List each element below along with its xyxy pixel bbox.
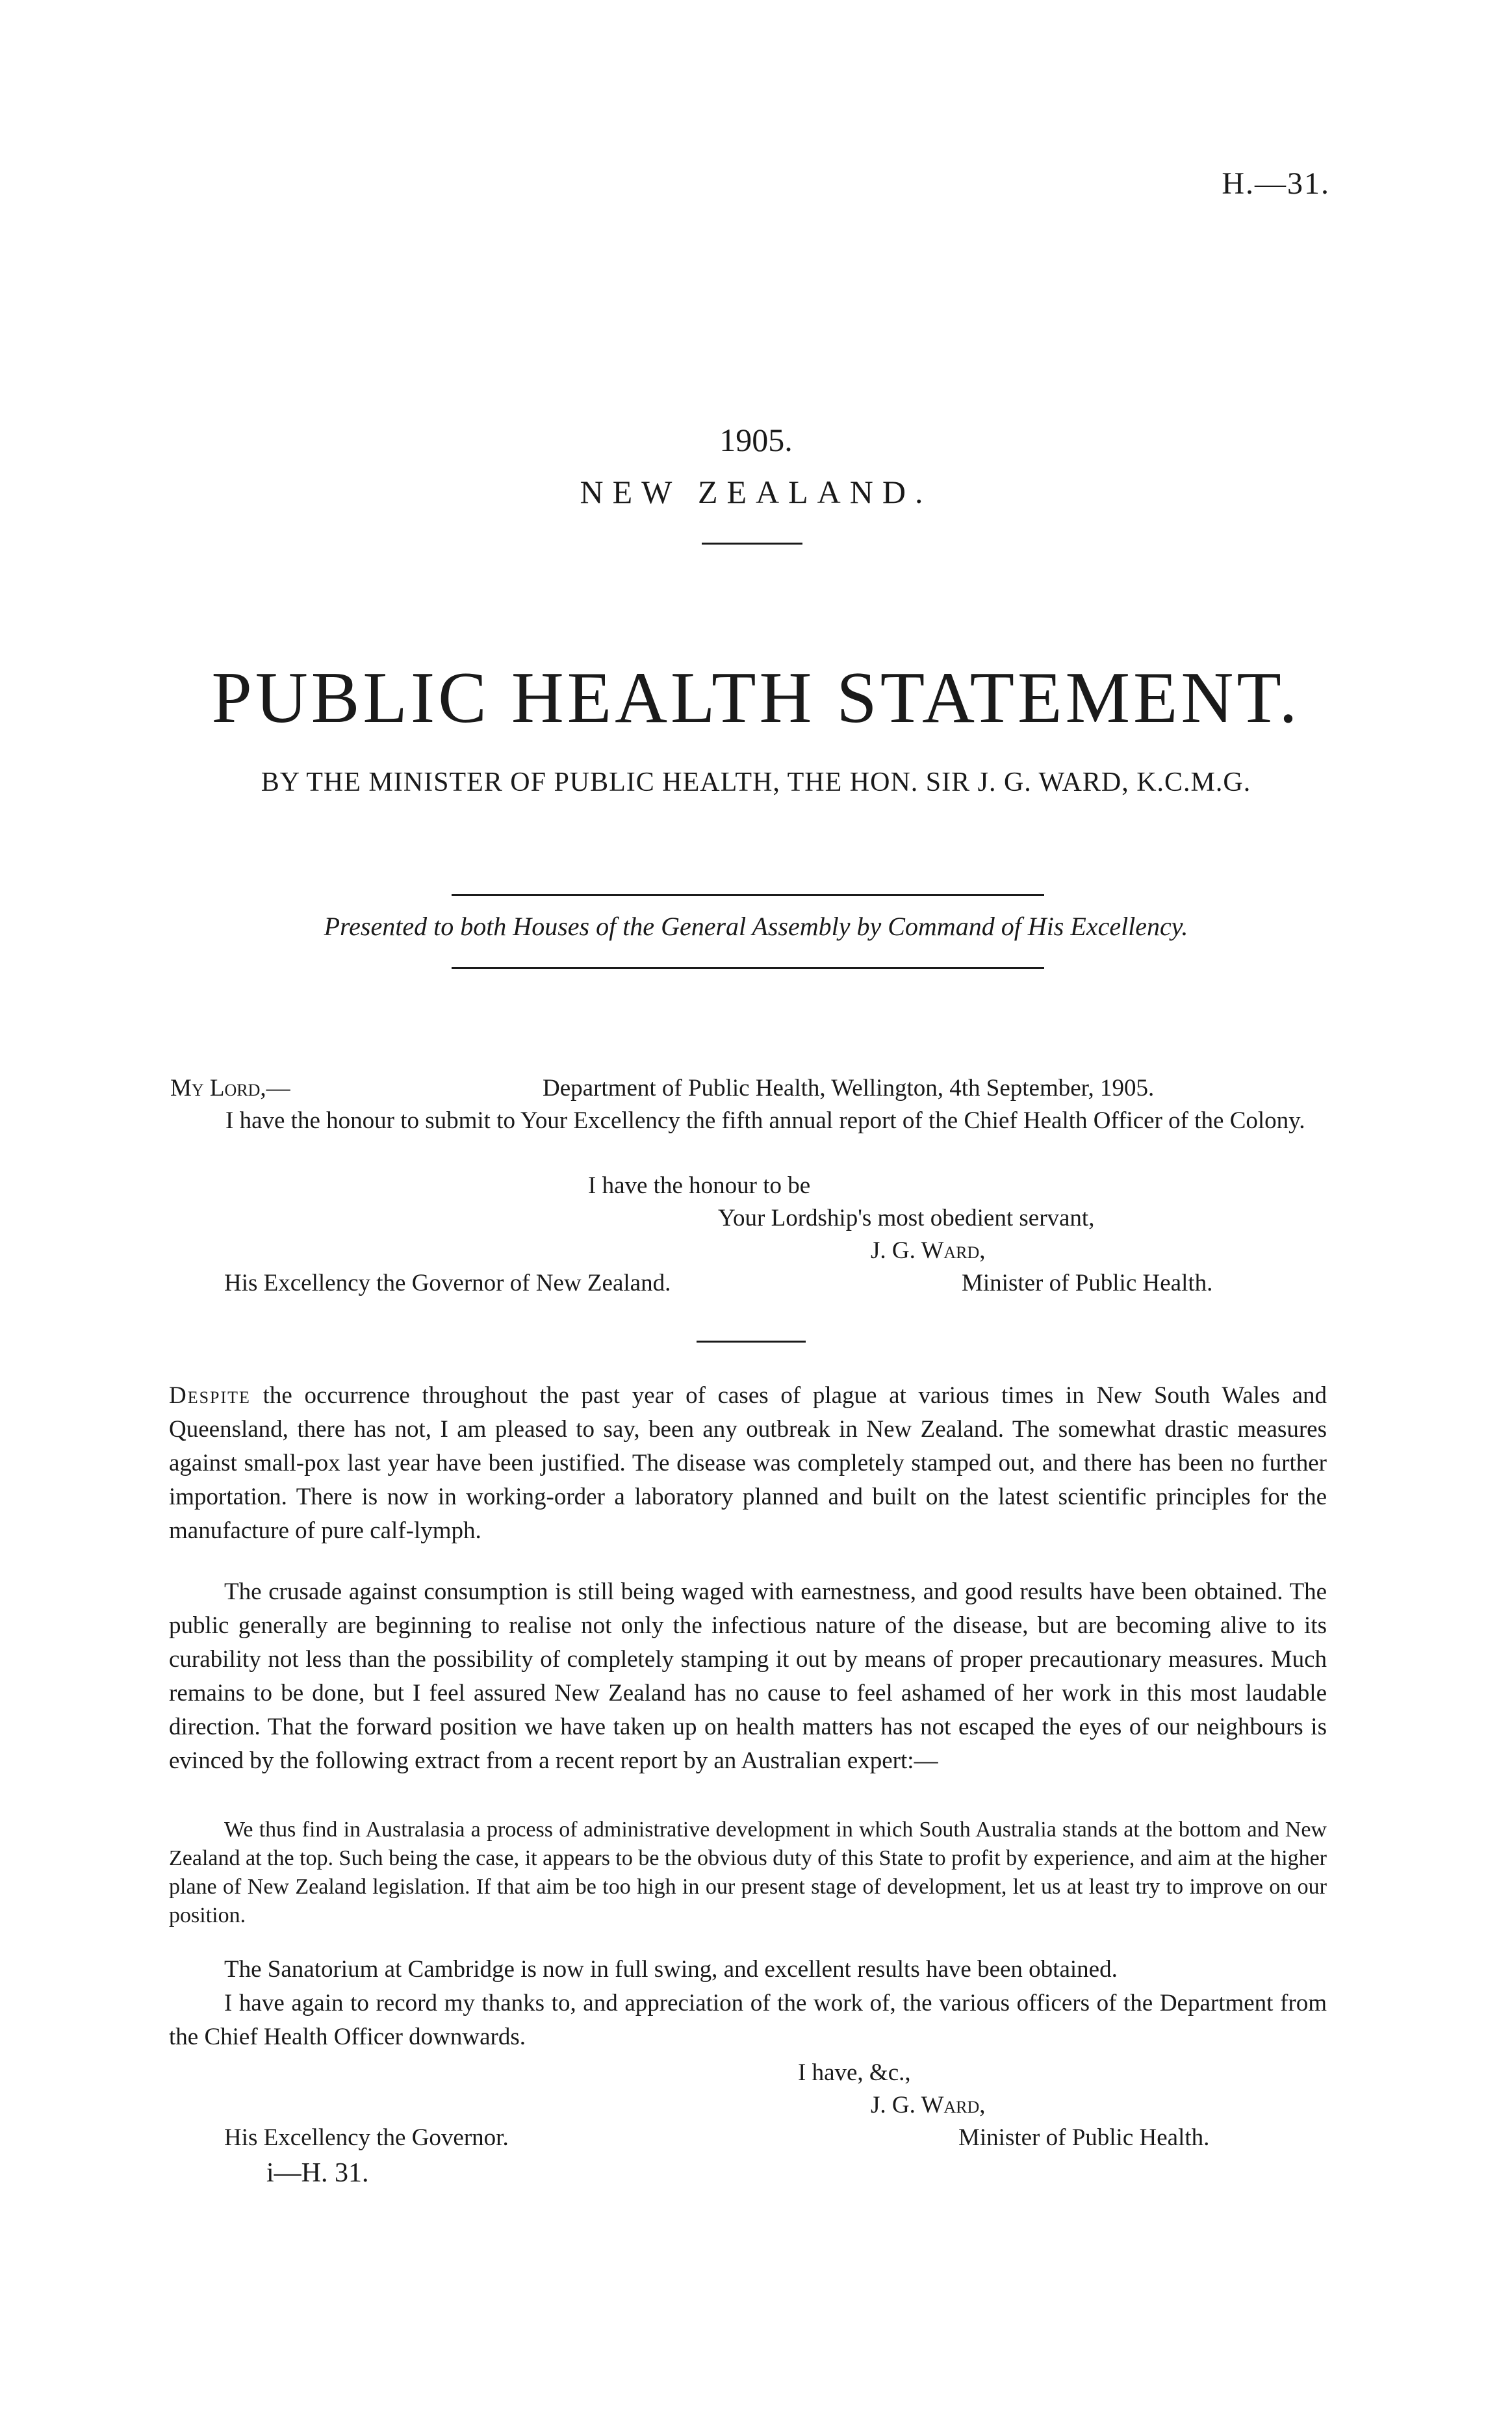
statement-closing: I have, &c., bbox=[798, 2059, 911, 2086]
statement-paragraph-3: The Sanatorium at Cambridge is now in full swing, and excellent results have been obtained. bbox=[224, 1956, 1118, 1983]
salutation: My Lord,— bbox=[170, 1075, 290, 1101]
quoted-extract: We thus find in Australasia a process of administrative development in which South Australia stands at the bottom and New Zealand at the top. Such being the case, it appears to be the obvious duty of this State to profit by experience, and aim at the higher plane of New Zealand legislation. If that aim be too high in our present stage of development, let us at least try to improve on our position. bbox=[169, 1818, 1327, 1927]
statement-paragraph-2: The crusade against consumption is still being waged with earnestness, and good results have been obtained. The public generally are beginning to realise not only the infectious nature of the disease, but are becoming alive to its curability not less than the possibility of completely stamping it out by means of proper precautionary measures. Much remains to be done, but I feel assured New Zealand has no cause to feel ashamed of her work in this most laudable direction. That the forward position we have taken up on health matters has not escaped the eyes of our neighbours is evinced by the following extract from a recent report by an Australian expert:— bbox=[169, 1578, 1327, 1774]
year: 1905. bbox=[719, 422, 793, 458]
divider-top bbox=[452, 894, 1044, 896]
divider-letter bbox=[697, 1341, 806, 1343]
document-title: PUBLIC HEALTH STATEMENT. bbox=[211, 658, 1301, 738]
letter-closing-2: Your Lordship's most obedient servant, bbox=[718, 1205, 1095, 1231]
paragraph-1-text: the occurrence throughout the past year of cases of plague at various times in New South Wales and Queensland, there has not, I am pleased to say, been any outbreak in New Zealand. The somewhat drastic measures against small-pox last year have been justified. The disease was completely stamped out, and there has been no further importation. There is now in working-order a laboratory planned and built on the latest scientific principles for the manufacture of pure calf-lymph. bbox=[169, 1382, 1327, 1544]
divider-bottom bbox=[452, 967, 1044, 969]
statement-signature: J. G. Ward, bbox=[871, 2092, 986, 2118]
statement-addressee: His Excellency the Governor. bbox=[224, 2124, 509, 2151]
presented-note: Presented to both Houses of the General Assembly by Command of His Excellency. bbox=[324, 912, 1188, 941]
sheet-reference: i—H. 31. bbox=[266, 2158, 369, 2188]
statement-signature-title: Minister of Public Health. bbox=[958, 2124, 1210, 2151]
page-reference: H.—31. bbox=[1222, 166, 1330, 201]
letter-addressee: His Excellency the Governor of New Zealand. bbox=[224, 1270, 671, 1296]
divider-short bbox=[702, 543, 802, 545]
dateline: Department of Public Health, Wellington, 4th September, 1905. bbox=[543, 1075, 1155, 1101]
letter-signature-title: Minister of Public Health. bbox=[962, 1270, 1213, 1296]
lead-word: Despite bbox=[169, 1382, 251, 1409]
country: NEW ZEALAND. bbox=[580, 474, 932, 510]
statement-paragraph-1 bbox=[169, 1379, 1327, 1548]
letter-closing-1: I have the honour to be bbox=[588, 1172, 811, 1199]
document-subtitle: BY THE MINISTER OF PUBLIC HEALTH, THE HON. SIR J. G. WARD, K.C.M.G. bbox=[261, 767, 1251, 797]
letter-body: I have the honour to submit to Your Excellency the fifth annual report of the Chief Health Officer of the Colony. bbox=[225, 1107, 1305, 1134]
letter-signature: J. G. Ward, bbox=[871, 1237, 986, 1264]
statement-paragraph-4: I have again to record my thanks to, and appreciation of the work of, the various officers of the Department from the Chief Health Officer downwards. bbox=[169, 1990, 1327, 2050]
